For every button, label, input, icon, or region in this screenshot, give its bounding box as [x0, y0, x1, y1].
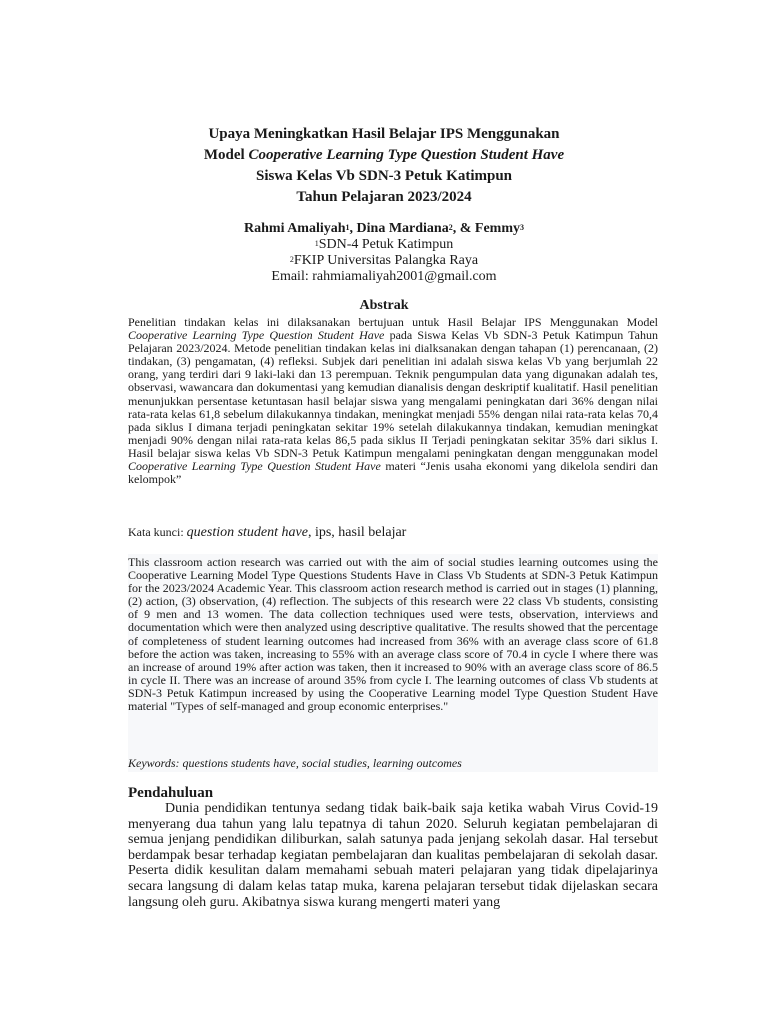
- author-1: Rahmi Amaliyah: [244, 221, 346, 236]
- english-keywords: Keywords: questions students have, social studies, learning outcomes: [128, 756, 462, 770]
- affiliation-1-text: SDN-4 Petuk Katimpun: [318, 237, 454, 252]
- author-block: [0, 221, 768, 285]
- english-abstract-body: This classroom action research was carried out with the aim of social studies learning outcomes using the Cooperative Learning Model Type Questions Students Have in Class Vb Students at SDN-3 Petuk Katimpun for the 2023/2024 Academic Year. This classroom action research method is carried out in stages (1) planning, (2) action, (3) observation, (4) reflection. The subjects of this research were 22 class Vb students, consisting of 9 men and 13 women. The data collection techniques used were tests, observation, interviews and documentation which were then analyzed using descriptive qualitative. The results showed that the percentage of completeness of student learning outcomes had increased from 36% with an average class score of 61.8 before the action was taken, increasing to 55% with an average class score of 70.4 in cycle I where there was an increase of around 19% after action was taken, then it increased to 90% with an average class score of 86.5 in cycle II. There was an increase of around 35% from cycle I. The learning outcomes of class Vb students at SDN-3 Petuk Katimpun increased by using the Cooperative Learning model Type Question Student Have material "Types of self-managed and group economic enterprises.": [128, 555, 658, 714]
- title-line-2: [0, 145, 768, 166]
- author-names: [0, 221, 768, 237]
- abstract-italic-2: Cooperative Learning Type Question Student Have: [128, 459, 381, 474]
- author-sep-1: ,: [349, 221, 357, 236]
- abstract-part-2: pada Siswa Kelas Vb SDN-3 Petuk Katimpun Tahun Pelajaran 2023/2024. Metode penelitian tindakan kelas ini dialksanakan dengan tahapan (1) perencanaan, (2) tindakan, (3) pengamatan, (4) refleksi. Subjek dari penelitian ini adalah siswa kelas Vb yang berjumlah 22 orang, yang terdiri dari 9 laki-laki dan 13 perempuan. Teknik pengumpulan data yang digunakan adalah tes, observasi, wawancara dan dokumentasi yang kemudian dianalisis dengan deskriptif kualitatif. Hasil penelitian menunjukkan persentase ketuntasan hasil belajar siswa yang mengalami peningkatan dari 36% dengan nilai rata-rata kelas 61,8 sebelum dilakukannya tindakan, meningkat menjadi 55% dengan nilai rata-rata kelas 70,4 pada siklus I dimana terjadi peningkatan sekitar 19% setelah dilakukannya tindakan, kemudian meningkat menjadi 90% dengan nilai rata-rata kelas 86,5 pada siklus II Terjadi peningkatan sekitar 35% dari siklus I. Hasil belajar siswa kelas Vb SDN-3 Petuk Katimpun mengalami peningkatan dengan menggunakan model: [128, 328, 658, 460]
- section-heading-pendahuluan: Pendahuluan: [128, 785, 214, 801]
- author-email: Email: rahmiamaliyah2001@gmail.com: [271, 269, 497, 284]
- abstract-heading: Abstrak: [359, 298, 409, 313]
- intro-paragraph: Dunia pendidikan tentunya sedang tidak baik-baik saja ketika wabah Virus Covid-19 menyerang dua tahun yang lalu tepatnya di tahun 2020. Seluruh kegiatan pembelajaran di semua jenjang pendidikan diliburkan, salah satunya pada jenjang sekolah dasar. Hal tersebut berdampak besar terhadap kegiatan pembelajaran dan kualitas pembelajaran di sekolah dasar. Peserta didik kesulitan dalam memahami sebuah materi pelajaran yang tidak dipelajarinya secara langsung di dalam kelas tatap muka, karena pelajaran tersebut tidak dijelaskan secara langsung oleh guru. Akibatnya siswa kurang mengerti materi yang: [128, 801, 658, 910]
- kata-kunci-label: Kata kunci:: [128, 525, 187, 539]
- kata-kunci-italic: question student have: [186, 525, 308, 540]
- abstract-part-3: materi “Jenis usaha ekonomi yang dikelola sendiri dan kelompok”: [128, 459, 658, 487]
- abstract-italic-1: Cooperative Learning Type Question Student Have: [128, 328, 385, 343]
- author-3: Femmy: [474, 221, 520, 236]
- affiliation-2-text: FKIP Universitas Palangka Raya: [293, 253, 479, 268]
- title-line-4: Tahun Pelajaran 2023/2024: [296, 189, 472, 205]
- title-line-2-prefix: Model: [203, 147, 249, 163]
- affiliation-1-sup: 1: [314, 239, 319, 248]
- affiliation-1: [0, 237, 768, 253]
- author-2: Dina Mardiana: [356, 221, 449, 236]
- abstract-part-1: Penelitian tindakan kelas ini dilaksanakan bertujuan untuk Hasil Belajar IPS Menggunakan Model: [128, 315, 658, 329]
- paper-title: [0, 124, 768, 208]
- title-line-1: Upaya Meningkatkan Hasil Belajar IPS Menggunakan: [208, 126, 560, 142]
- kata-kunci: [128, 525, 406, 541]
- affiliation-2-sup: 2: [289, 255, 294, 264]
- author-1-sup: 1: [345, 223, 350, 232]
- title-line-2-italic: Cooperative Learning Type Question Student Have: [248, 147, 565, 163]
- affiliation-2: [0, 253, 768, 269]
- author-sep-2: , &: [452, 221, 475, 236]
- author-2-sup: 2: [448, 223, 453, 232]
- author-3-sup: 3: [519, 223, 524, 232]
- kata-kunci-rest: , ips, hasil belajar: [307, 525, 407, 540]
- abstract-body: [128, 316, 658, 486]
- title-line-3: Siswa Kelas Vb SDN-3 Petuk Katimpun: [255, 168, 513, 184]
